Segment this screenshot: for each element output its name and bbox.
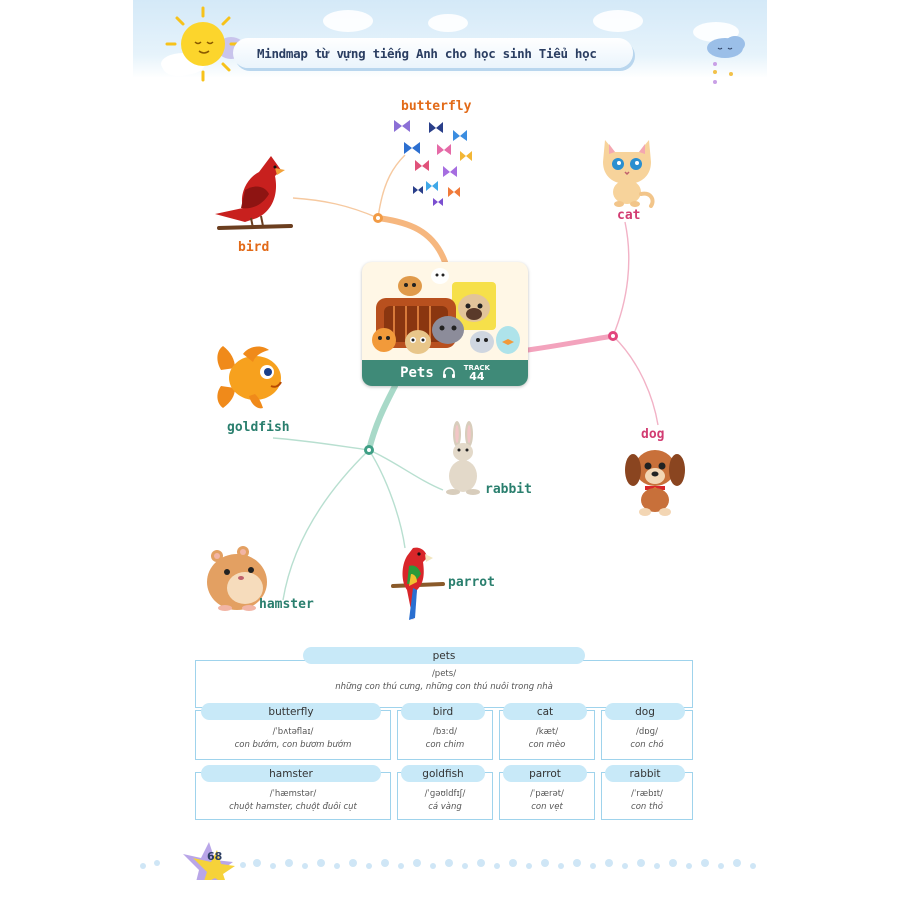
track-number: 44 bbox=[469, 370, 485, 383]
track-label: TRACK bbox=[463, 364, 490, 372]
pets-group-illustration bbox=[362, 262, 528, 362]
vocab-word-cat: cat bbox=[503, 703, 587, 720]
puppy-dog-icon bbox=[623, 442, 687, 518]
branch-label-rabbit: rabbit bbox=[485, 482, 532, 497]
vocab-word-dog: dog bbox=[605, 703, 685, 720]
vocab-ipa-hamster: /ˈhæmstər/ bbox=[269, 789, 317, 799]
branch-line-center-orange bbox=[378, 218, 445, 262]
vocab-main-word: pets bbox=[303, 647, 585, 664]
branch-line-cat bbox=[613, 222, 629, 336]
branch-line-hamster bbox=[283, 450, 369, 600]
branch-label-bird: bird bbox=[238, 240, 270, 255]
branch-label-cat: cat bbox=[617, 208, 641, 223]
vocab-main-meaning: những con thú cưng, những con thú nuôi trong nhà bbox=[335, 682, 553, 692]
branch-line-bird bbox=[293, 198, 378, 218]
vocab-ipa-goldfish: /ˈɡəʊldfɪʃ/ bbox=[424, 789, 466, 799]
branch-label-parrot: parrot bbox=[448, 575, 495, 590]
branch-line-parrot bbox=[369, 450, 405, 548]
vocab-word-goldfish: goldfish bbox=[401, 765, 485, 782]
branch-line-goldfish bbox=[273, 438, 369, 450]
branch-line-center-pink bbox=[528, 336, 613, 350]
vocab-meaning-goldfish: cá vàng bbox=[428, 802, 462, 812]
audio-track-badge[interactable] bbox=[464, 364, 490, 382]
cardinal-bird-icon bbox=[211, 150, 293, 236]
goldfish-icon bbox=[213, 340, 293, 414]
vocab-meaning-bird: con chim bbox=[425, 740, 465, 750]
center-topic-band bbox=[362, 360, 528, 386]
vocab-word-rabbit: rabbit bbox=[605, 765, 685, 782]
parrot-icon bbox=[391, 544, 447, 624]
book-page bbox=[133, 0, 767, 900]
vocab-meaning-butterfly: con bướm, con bươm bướm bbox=[234, 740, 352, 750]
vocab-meaning-rabbit: con thỏ bbox=[631, 802, 663, 812]
vocab-word-butterfly: butterfly bbox=[201, 703, 381, 720]
vocabulary-table bbox=[195, 649, 693, 820]
vocab-ipa-bird: /bɜːd/ bbox=[433, 727, 457, 737]
branch-label-hamster: hamster bbox=[259, 597, 314, 612]
vocab-meaning-parrot: con vẹt bbox=[531, 802, 563, 812]
vocab-ipa-dog: /dɒɡ/ bbox=[636, 727, 658, 737]
center-topic-card bbox=[362, 262, 528, 386]
page-number: 68 bbox=[207, 850, 223, 863]
vocab-word-bird: bird bbox=[401, 703, 485, 720]
headphones-icon[interactable] bbox=[442, 367, 456, 379]
vocab-word-hamster: hamster bbox=[201, 765, 381, 782]
vocab-meaning-hamster: chuột hamster, chuột đuôi cụt bbox=[229, 802, 357, 812]
vocab-main-ipa: /pets/ bbox=[431, 669, 457, 679]
cat-icon bbox=[595, 134, 659, 208]
vocab-ipa-cat: /kæt/ bbox=[535, 727, 559, 737]
vocab-ipa-rabbit: /ˈræbɪt/ bbox=[631, 789, 663, 799]
branch-label-goldfish: goldfish bbox=[227, 420, 290, 435]
vocab-meaning-dog: con chó bbox=[630, 740, 664, 750]
branch-label-butterfly: butterfly bbox=[401, 99, 472, 114]
branch-line-center-teal bbox=[369, 386, 395, 450]
vocab-word-parrot: parrot bbox=[503, 765, 587, 782]
vocab-ipa-parrot: /ˈpærət/ bbox=[530, 789, 564, 799]
branch-line-dog bbox=[613, 336, 658, 425]
rabbit-icon bbox=[439, 420, 487, 496]
branch-label-dog: dog bbox=[641, 427, 665, 442]
butterfly-icon bbox=[388, 114, 478, 210]
page-title: Mindmap từ vựng tiếng Anh cho học sinh Tiểu học bbox=[257, 45, 597, 61]
vocab-ipa-butterfly: /ˈbʌtəflaɪ/ bbox=[272, 727, 314, 737]
vocab-meaning-cat: con mèo bbox=[528, 740, 566, 750]
center-topic-label: Pets bbox=[400, 365, 434, 381]
